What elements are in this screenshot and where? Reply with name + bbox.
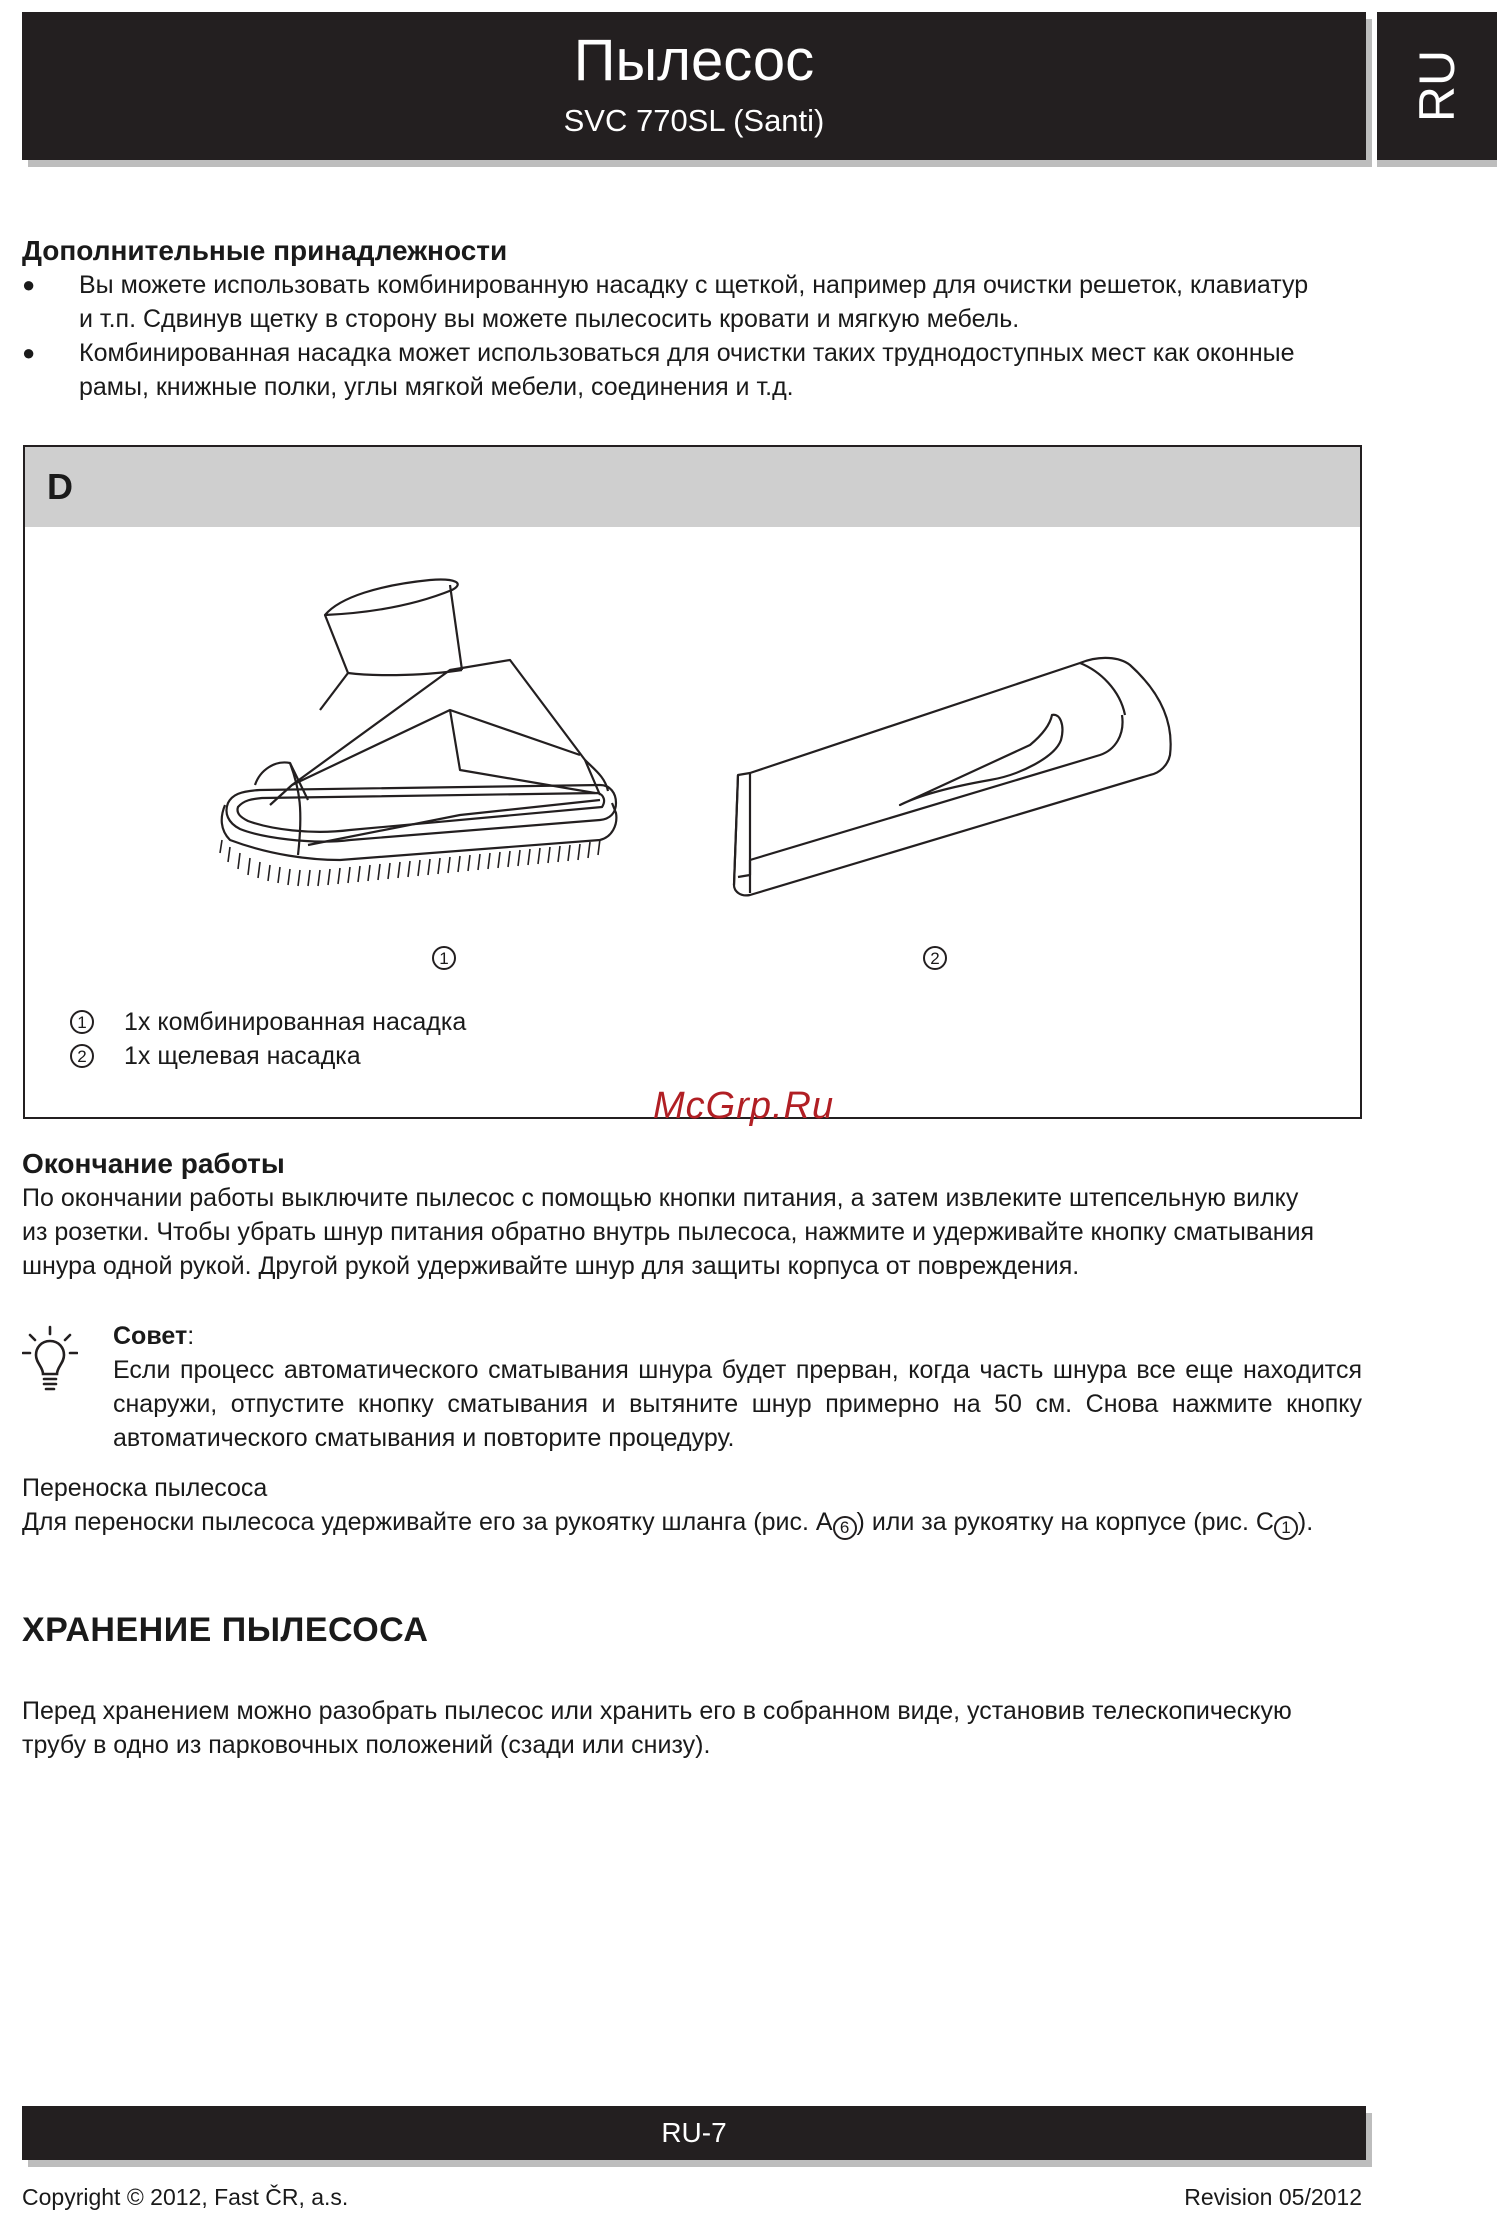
figure-header: [25, 447, 1360, 527]
storage-heading: ХРАНЕНИЕ ПЫЛЕСОСА: [22, 1611, 429, 1649]
tip-label: Совет: [113, 1322, 188, 1350]
tip-paragraph: Если процесс автоматического сматывания шнура будет прерван, когда часть шнура все еще находится снаружи, отпустите кнопку сматывания и вытяните шнур примерно на 50 см. Снова нажмите кнопку автоматического сматывания и повторите процедуру.: [113, 1356, 1362, 1452]
storage-paragraph: Перед хранением можно разобрать пылесос или хранить его в собранном виде, установив телескопическую трубу в одно из парковочных положений (сзади или снизу).: [22, 1697, 1292, 1759]
lightbulb-icon: [22, 1325, 78, 1395]
legend-item: [70, 1005, 466, 1039]
page-title: Пылесос: [573, 28, 815, 93]
watermark: McGrp.Ru: [653, 1085, 835, 1127]
tip-title: Совет:: [113, 1322, 195, 1350]
legend-label: 1x комбинированная насадка: [124, 1008, 467, 1036]
bullet-icon: ●: [22, 272, 36, 297]
figure-letter: D: [47, 466, 73, 507]
figure-marker-2: 2: [923, 946, 947, 970]
finish-paragraph: По окончании работы выключите пылесос с помощью кнопки питания, а затем извлеките штепсельную вилку из розетки. Чтобы убрать шнур питания обратно внутрь пылесоса, нажмите и удерживайте кнопку сматывания шнура одной рукой. Другой рукой удерживайте шнур для защиты корпуса от повреждения.: [22, 1184, 1315, 1280]
figure-marker-1: 1: [432, 946, 456, 970]
list-item: ● Вы можете использовать комбинированную насадку с щеткой, например для очистки решеток, клавиатур и т.п. Сдвинув щетку в сторону вы можете пылесосить кровати и мягкую мебель.: [22, 268, 1362, 336]
page-subtitle: SVC 770SL (Santi): [563, 103, 825, 138]
finish-heading: Окончание работы: [22, 1148, 285, 1179]
carry-ref-number: 1: [1274, 1516, 1298, 1540]
list-item: ● Комбинированная насадка может использоваться для очистки таких труднодоступных мест как оконные рамы, книжные полки, углы мягкой мебели, соединения и т.д.: [22, 336, 1362, 404]
carry-title: Переноска пылесоса: [22, 1474, 268, 1502]
carry-ref-number: 6: [833, 1516, 857, 1540]
legend-number: 1: [70, 1010, 94, 1034]
page-number: RU-7: [661, 2117, 727, 2148]
carry-paragraph: Для переноски пылесоса удерживайте его за рукоятку шланга (рис. A 6 ) или за рукоятку на корпусе (рис. C 1 ).: [22, 1505, 1362, 1540]
bullet-icon: ●: [22, 340, 36, 365]
revision: Revision 05/2012: [1184, 2184, 1362, 2210]
legend-number: 2: [70, 1044, 94, 1068]
copyright: Copyright © 2012, Fast ČR, a.s.: [22, 2184, 349, 2210]
language-label: RU: [1409, 49, 1465, 123]
legend-label: 1x щелевая насадка: [124, 1042, 361, 1070]
crevice-nozzle-illustration: [720, 645, 1180, 905]
legend-item: [70, 1039, 361, 1073]
accessories-heading: Дополнительные принадлежности: [22, 235, 508, 266]
combination-brush-nozzle-illustration: [200, 555, 640, 925]
